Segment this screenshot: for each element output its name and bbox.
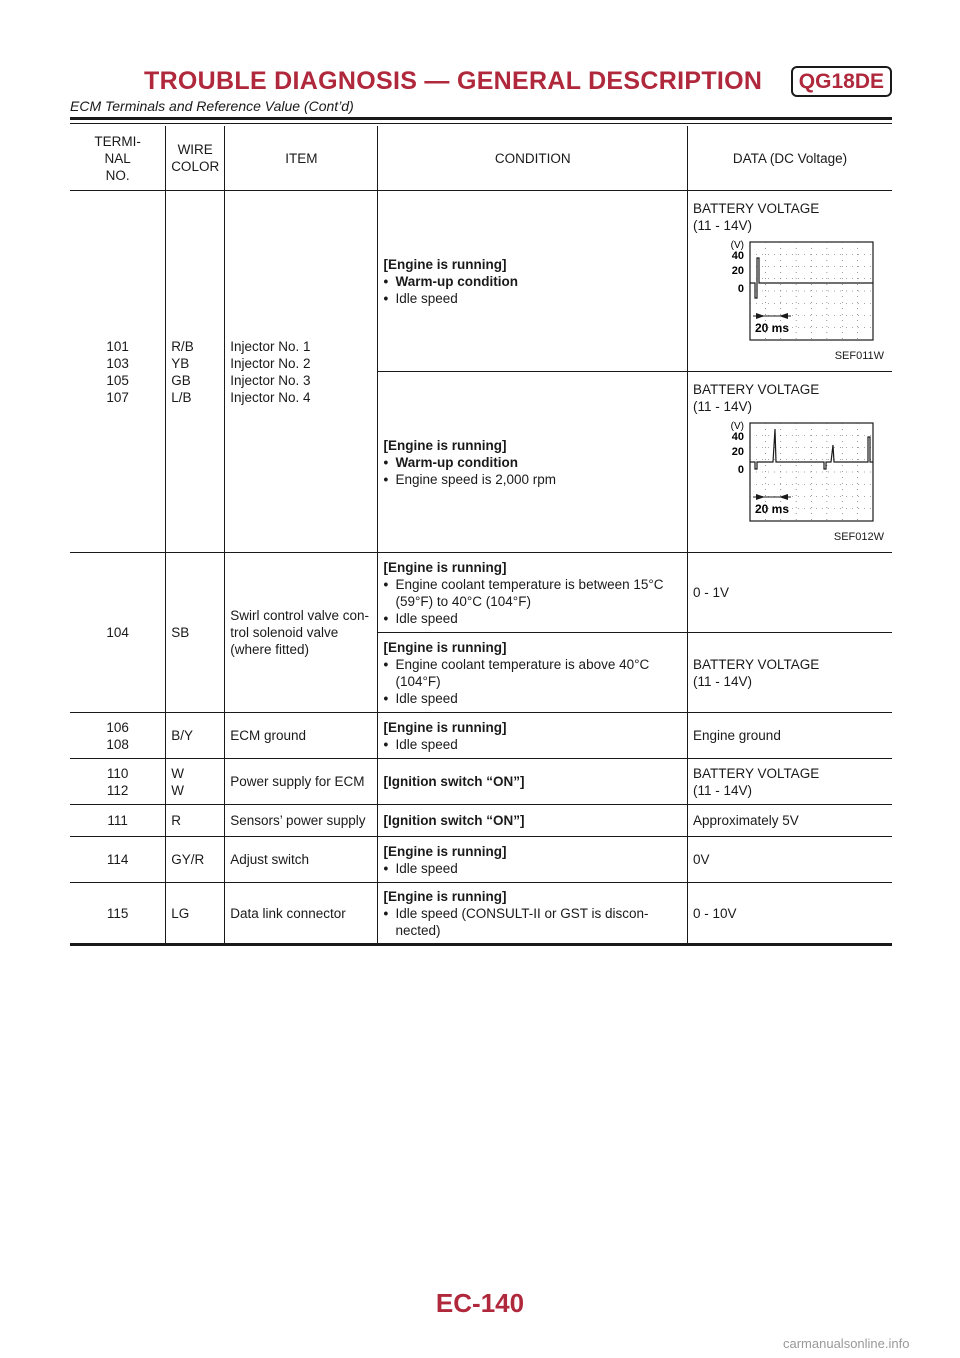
terminal-number-cell: 111: [70, 805, 166, 837]
timebase-arrow-right-icon: [756, 313, 765, 319]
condition-bullet: [383, 860, 682, 877]
bullet-text: Engine coolant temperature is above 40°C (104°F): [395, 656, 650, 689]
condition-bullet: [383, 905, 682, 939]
bullet-mark-icon: •: [383, 860, 389, 876]
table-body: [70, 191, 892, 945]
bullet-text: Idle speed: [395, 610, 458, 626]
wire-color-cell: LG: [166, 883, 225, 945]
condition-cell: [378, 837, 688, 883]
condition-cell: [378, 883, 688, 945]
data-value: BATTERY VOLTAGE (11 - 14V): [693, 381, 820, 414]
condition-bullet: [383, 576, 682, 610]
wire-color-cell: R: [166, 805, 225, 837]
header-terminal-no: TERMI- NAL NO.: [70, 126, 166, 191]
header-condition: CONDITION: [378, 126, 688, 191]
bullet-text: Engine coolant temperature is between 15°C (59°F) to 40°C (104°F): [395, 576, 664, 609]
bullet-mark-icon: •: [383, 690, 389, 706]
waveform-level-label: 0: [737, 282, 744, 295]
item-cell: Swirl control valve con- trol solenoid valve (where fitted): [225, 553, 378, 713]
title-row: [70, 66, 892, 97]
bullet-text: Engine speed is 2,000 rpm: [395, 471, 557, 487]
data-cell: BATTERY VOLTAGE (11 - 14V): [688, 633, 893, 713]
table-row: [70, 759, 892, 805]
waveform-level-label: 20: [731, 264, 744, 277]
bullet-text: Idle speed: [395, 860, 458, 876]
item-cell: Power supply for ECM: [225, 759, 378, 805]
data-cell: 0 - 10V: [688, 883, 893, 945]
figure-code: SEF011W: [834, 349, 884, 362]
condition-heading: [Engine is running]: [383, 843, 507, 859]
data-cell: 0 - 1V: [688, 553, 893, 633]
waveform-level-label: 0: [737, 463, 744, 476]
bullet-text: Warm-up condition: [395, 454, 518, 470]
bullet-mark-icon: •: [383, 273, 389, 289]
condition-bullet: [383, 454, 682, 471]
condition-cell: [378, 759, 688, 805]
bullet-text: Idle speed: [395, 736, 458, 752]
condition-bullet: [383, 273, 682, 290]
data-value: BATTERY VOLTAGE (11 - 14V): [693, 200, 820, 233]
table-header-row: [70, 126, 892, 191]
header-data: DATA (DC Voltage): [688, 126, 893, 191]
bullet-text: Idle speed: [395, 290, 458, 306]
waveform-level-label: 40: [731, 249, 744, 262]
condition-heading: [Engine is running]: [383, 256, 507, 272]
condition-cell: [378, 553, 688, 633]
table-row: [70, 713, 892, 759]
wire-color-cell: R/B YB GB L/B: [166, 191, 225, 553]
terminal-number-cell: 106 108: [70, 713, 166, 759]
item-cell: Sensors’ power supply: [225, 805, 378, 837]
condition-cell: [378, 805, 688, 837]
engine-model-badge: QG18DE: [791, 66, 892, 97]
data-cell: 0V: [688, 837, 893, 883]
page-number: EC-140: [435, 1288, 525, 1318]
bullet-mark-icon: •: [383, 905, 389, 921]
condition-bullet: [383, 290, 682, 307]
data-cell: BATTERY VOLTAGE (11 - 14V): [688, 759, 893, 805]
bullet-mark-icon: •: [383, 454, 389, 470]
header-rule-thin: [70, 123, 892, 124]
waveform-figure: [693, 417, 887, 546]
condition-heading: [Engine is running]: [383, 888, 507, 904]
bullet-text: Warm-up condition: [395, 273, 518, 289]
bullet-text: Idle speed (CONSULT-II or GST is discon- nected): [395, 905, 649, 938]
condition-bullet: [383, 471, 682, 488]
condition-cell: [378, 372, 688, 553]
terminal-reference-table: [70, 126, 892, 946]
terminal-number-cell: 115: [70, 883, 166, 945]
header-wire-color: WIRE COLOR: [166, 126, 225, 191]
wire-color-cell: SB: [166, 553, 225, 713]
bullet-mark-icon: •: [383, 736, 389, 752]
timebase-arrow-left-icon: [779, 313, 788, 319]
header-rule-thick: [70, 117, 892, 120]
waveform-unit: (V): [730, 239, 744, 251]
waveform-oscilloscope: [693, 417, 887, 527]
table-row: [70, 805, 892, 837]
wire-color-cell: B/Y: [166, 713, 225, 759]
data-cell: Approximately 5V: [688, 805, 893, 837]
waveform-timebase: 20 ms: [755, 320, 790, 335]
bullet-mark-icon: •: [383, 610, 389, 626]
waveform-level-label: 20: [731, 445, 744, 458]
condition-bullet: [383, 656, 682, 690]
table-row: [70, 553, 892, 633]
table-row: [70, 191, 892, 372]
section-title: TROUBLE DIAGNOSIS — GENERAL DESCRIPTION: [144, 67, 763, 95]
waveform-level-label: 40: [731, 430, 744, 443]
condition-cell: [378, 191, 688, 372]
timebase-arrow-right-icon: [756, 494, 765, 500]
terminal-number-cell: 114: [70, 837, 166, 883]
section-subtitle: ECM Terminals and Reference Value (Cont’d): [70, 98, 354, 114]
figure-code: SEF012W: [833, 530, 884, 543]
condition-cell: [378, 713, 688, 759]
condition-heading: [Ignition switch “ON”]: [383, 774, 525, 789]
condition-heading: [Engine is running]: [383, 639, 507, 655]
terminal-number-cell: 104: [70, 553, 166, 713]
data-cell: Engine ground: [688, 713, 893, 759]
table-row: [70, 837, 892, 883]
waveform-figure: [693, 236, 887, 365]
item-cell: Adjust switch: [225, 837, 378, 883]
site-watermark: carmanualsonline.info: [783, 1336, 910, 1351]
condition-heading: [Engine is running]: [383, 559, 507, 575]
data-cell: [688, 191, 893, 372]
page-header: [70, 66, 892, 114]
waveform-oscilloscope: [693, 236, 887, 346]
data-cell: [688, 372, 893, 553]
item-cell: Data link connector: [225, 883, 378, 945]
condition-bullet: [383, 610, 682, 627]
condition-cell: [378, 633, 688, 713]
condition-heading: [Engine is running]: [383, 719, 507, 735]
condition-heading: [Ignition switch “ON”]: [383, 813, 525, 828]
waveform-timebase: 20 ms: [755, 501, 790, 516]
header-item: ITEM: [225, 126, 378, 191]
terminal-number-cell: 110 112: [70, 759, 166, 805]
item-cell: ECM ground: [225, 713, 378, 759]
bullet-mark-icon: •: [383, 576, 389, 592]
condition-heading: [Engine is running]: [383, 437, 507, 453]
bullet-text: Idle speed: [395, 690, 458, 706]
table-row: [70, 883, 892, 945]
bullet-mark-icon: •: [383, 290, 389, 306]
condition-bullet: [383, 736, 682, 753]
condition-bullet: [383, 690, 682, 707]
item-cell: Injector No. 1 Injector No. 2 Injector No. 3 Injector No. 4: [225, 191, 378, 553]
timebase-arrow-left-icon: [779, 494, 788, 500]
bullet-mark-icon: •: [383, 656, 389, 672]
wire-color-cell: GY/R: [166, 837, 225, 883]
wire-color-cell: W W: [166, 759, 225, 805]
terminal-number-cell: 101 103 105 107: [70, 191, 166, 553]
bullet-mark-icon: •: [383, 471, 389, 487]
waveform-unit: (V): [730, 420, 744, 432]
